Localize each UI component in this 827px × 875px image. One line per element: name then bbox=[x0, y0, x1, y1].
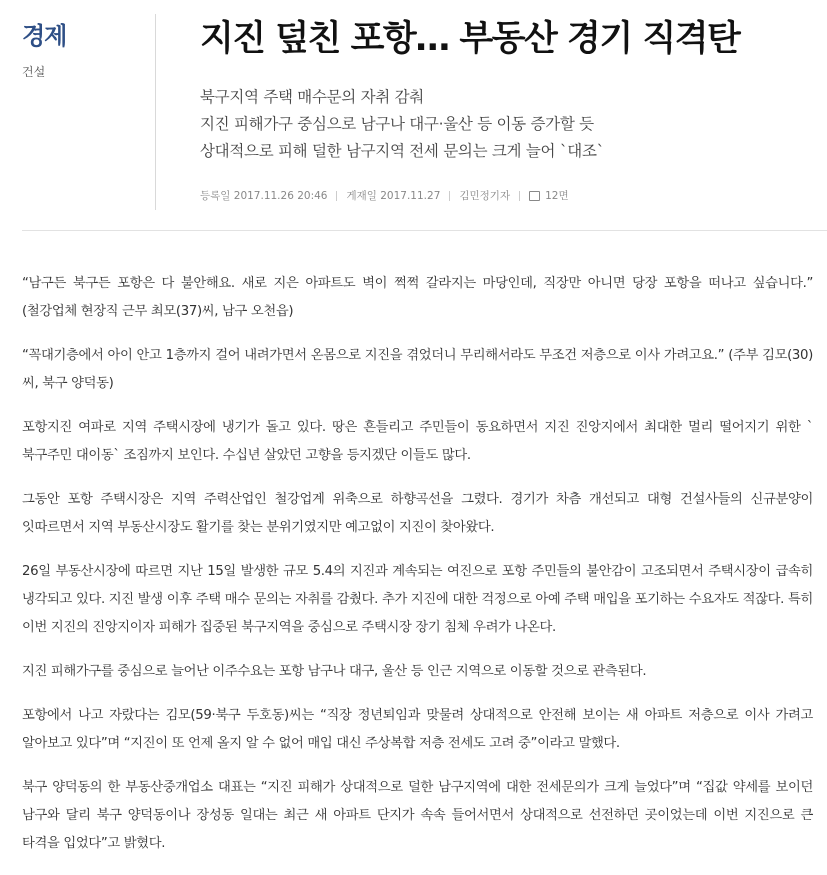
section-name[interactable]: 경제 bbox=[22, 22, 67, 50]
subhead-line: 북구지역 주택 매수문의 자취 감춰 bbox=[200, 88, 424, 106]
subhead-line: 상대적으로 피해 덜한 남구지역 전세 문의는 크게 늘어 `대조` bbox=[200, 142, 605, 160]
article-paragraph: “남구든 북구든 포항은 다 불안해요. 새로 지은 아파트도 벽이 쩍쩍 갈라지는 마당인데, 직장만 아니면 당장 포항을 떠나고 싶습니다.” (철강업체 현장직 근무 최모(37)씨, 남구 오천읍) bbox=[22, 276, 813, 319]
article-paragraph: 26일 부동산시장에 따르면 지난 15일 발생한 규모 5.4의 지진과 계속되는 여진으로 포항 주민들의 불안감이 고조되면서 주택시장이 급속히 냉각되고 있다. 지진 발생 이후 주택 매수 문의는 자취를 감췄다. 추가 지진에 대한 걱정으로 아예 주택 매입을 포기하는 수요자도 적잖다. 특히 이번 지진의 진앙지이자 피해가 집중된 북구지역을 중심으로 주택시장 장기 침체 우려가 나온다. bbox=[22, 564, 813, 635]
article-paragraph: 포항에서 나고 자랐다는 김모(59·북구 두호동)씨는 “직장 정년퇴임과 맞물려 상대적으로 안전해 보이는 새 아파트 저층으로 이사 가려고 알아보고 있다”며 “지진이 또 언제 올지 알 수 없어 매입 대신 주상복합 저층 전세도 고려 중”이라고 말했다. bbox=[22, 708, 813, 751]
article-paragraph: 포항지진 여파로 지역 주택시장에 냉기가 돌고 있다. 땅은 흔들리고 주민들이 동요하면서 지진 진앙지에서 최대한 멀리 떨어지기 위한 `북구주민 대이동` 조짐까지 보인다. 수십년 살았던 고향을 등지겠단 이들도 많다. bbox=[22, 420, 813, 463]
article-paragraph: 그동안 포항 주택시장은 지역 주력산업인 철강업계 위축으로 하향곡선을 그렸다. 경기가 차츰 개선되고 대형 건설사들의 신규분양이 잇따르면서 지역 부동산시장도 활기를 찾는 분위기였지만 예고없이 지진이 찾아왔다. bbox=[22, 492, 813, 535]
header-rule bbox=[22, 230, 827, 231]
article-subheads bbox=[200, 84, 815, 165]
page-icon bbox=[529, 191, 540, 201]
reporter-name[interactable]: 김민정기자 bbox=[459, 190, 511, 202]
published-date: 게재일 2017.11.27 bbox=[346, 190, 441, 202]
article-body bbox=[22, 270, 813, 874]
section-label bbox=[22, 18, 142, 80]
header-divider bbox=[155, 14, 156, 210]
subhead-line: 지진 피해가구 중심으로 남구나 대구·울산 등 이동 증가할 듯 bbox=[200, 115, 594, 133]
article-headline: 지진 덮친 포항… 부동산 경기 직격탄 bbox=[200, 19, 740, 59]
article-paragraph: 북구 양덕동의 한 부동산중개업소 대표는 “지진 피해가 상대적으로 덜한 남구지역에 대한 전세문의가 크게 늘었다”며 “집값 약세를 보이던 남구와 달리 북구 양덕동이나 장성동 일대는 최근 새 아파트 단지가 속속 들어서면서 상대적으로 선전하던 곳이었는데 이번 지진으로 큰 타격을 입었다”고 밝혔다. bbox=[22, 780, 813, 851]
article-header bbox=[0, 0, 827, 212]
meta-separator bbox=[519, 191, 520, 201]
article-paragraph: “꼭대기층에서 아이 안고 1층까지 걸어 내려가면서 온몸으로 지진을 겪었더니 무리해서라도 무조건 저층으로 이사 가려고요.” (주부 김모(30)씨, 북구 양덕동) bbox=[22, 348, 813, 391]
page-number: 12면 bbox=[545, 190, 569, 202]
article-meta bbox=[200, 188, 569, 204]
meta-separator bbox=[336, 191, 337, 201]
subsection-name[interactable]: 건설 bbox=[22, 65, 46, 79]
article-paragraph: 지진 피해가구를 중심으로 늘어난 이주수요는 포항 남구나 대구, 울산 등 인근 지역으로 이동할 것으로 관측된다. bbox=[22, 664, 647, 679]
registered-date: 등록일 2017.11.26 20:46 bbox=[200, 190, 328, 202]
meta-separator bbox=[449, 191, 450, 201]
